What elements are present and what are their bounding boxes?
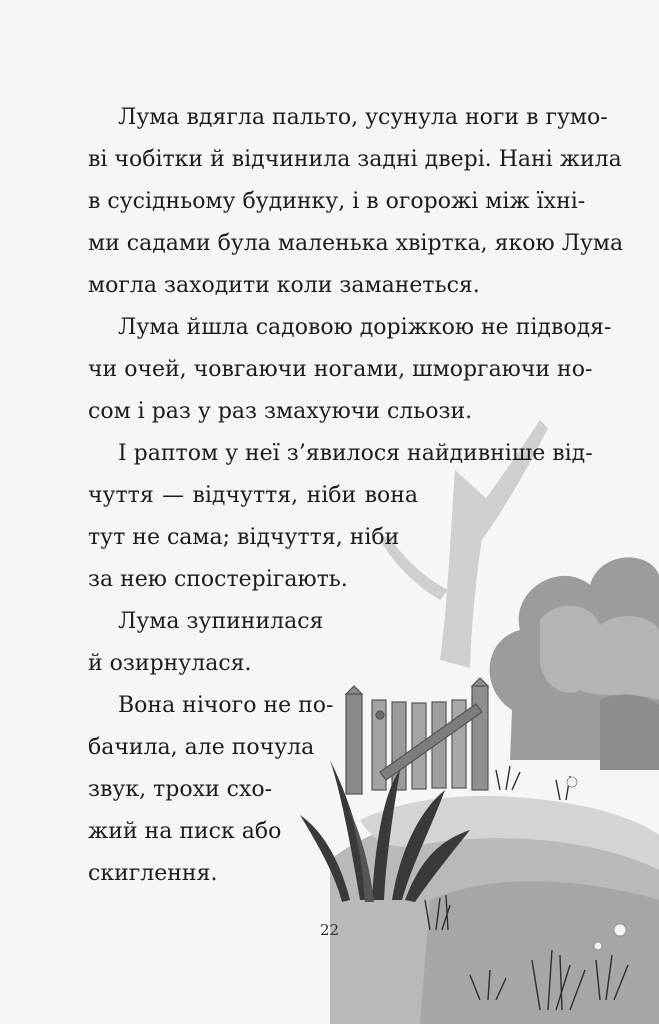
page-number: 22 xyxy=(319,921,340,939)
paragraph-5-line-1: Вона нічого не по- xyxy=(118,693,334,718)
paragraph-5-line-4: жий на писк або xyxy=(88,819,282,844)
paragraph-3-line-1: І раптом у неї з’явилося найдивніше від- xyxy=(118,441,593,466)
paragraph-3-line-3: тут не сама; відчуття, ніби xyxy=(88,525,400,550)
paragraph-2-line-2: чи очей, човгаючи ногами, шморгаючи но- xyxy=(88,357,593,382)
paragraph-4-line-2: й озирнулася. xyxy=(88,651,252,676)
paragraph-1-line-2: ві чобітки й відчинила задні двері. Нані жила xyxy=(88,147,622,172)
paragraph-2-line-3: сом і раз у раз змахуючи сльози. xyxy=(88,399,473,424)
paragraph-4-line-1: Лума зупинилася xyxy=(118,609,324,634)
paragraph-5-line-3: звук, трохи схо- xyxy=(88,777,273,802)
paragraph-1-line-3: в сусідньому будинку, і в огорожі між їхні- xyxy=(88,189,586,214)
paragraph-1-line-4: ми садами була маленька хвіртка, якою Лума xyxy=(88,231,624,256)
paragraph-3-line-2: чуття — відчуття, ніби вона xyxy=(88,483,418,508)
paragraph-1-line-5: могла заходити коли заманеться. xyxy=(88,273,480,298)
paragraph-5-line-5: скиглення. xyxy=(88,861,218,886)
paragraph-5-line-2: бачила, але почула xyxy=(88,735,315,760)
paragraph-1-line-1: Лума вдягла пальто, усунула ноги в гумо- xyxy=(118,105,608,130)
paragraph-3-line-4: за нею спостерігають. xyxy=(88,567,348,592)
paragraph-2-line-1: Лума йшла садовою доріжкою не підводя- xyxy=(118,315,612,340)
